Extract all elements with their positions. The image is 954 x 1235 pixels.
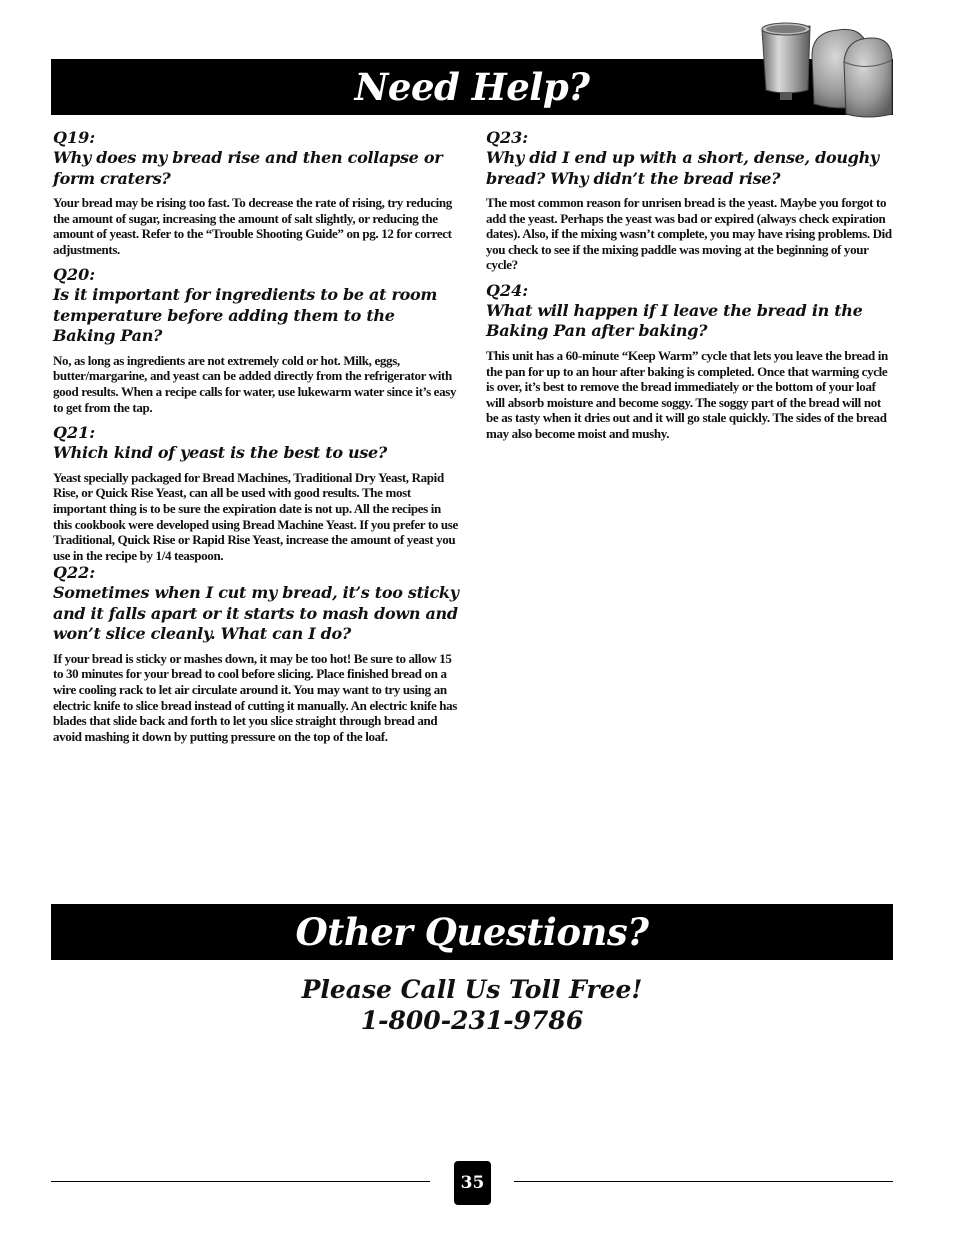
qa-item: [486, 128, 896, 273]
page-number: 35: [454, 1161, 491, 1205]
question-text: Why did I end up with a short, dense, doughy bread? Why didn’t the bread rise?: [486, 148, 879, 188]
question-text: What will happen if I leave the bread in the Baking Pan after baking?: [486, 300, 863, 341]
other-questions-banner: [51, 904, 893, 960]
question-text: Sometimes when I cut my bread, it’s too sticky and it falls apart or it starts to mash down and won’t slice cleanly. What can I do?: [53, 583, 459, 644]
toll-free-line: Please Call Us Toll Free!: [301, 975, 643, 1004]
answer-text: Yeast specially packaged for Bread Machines, Traditional Dry Yeast, Rapid Rise, or Quick Rise Yeast, can all be used with good results. The most important thing is to be sure the expiration date is not up. All the recipes in this cookbook were developed using Bread Machine Yeast. If you prefer to use Traditional, Quick Rise or Rapid Rise Yeast, increase the amount of yeast you use in the recipe by 1/4 teaspoon.: [53, 469, 458, 563]
question-number: Q23:: [486, 128, 529, 147]
footer-rule-right: [514, 1181, 893, 1182]
qa-item: [486, 281, 896, 442]
question-number: Q24:: [486, 280, 529, 300]
answer-text: If your bread is sticky or mashes down, it may be too hot! Be sure to allow 15 to 30 minutes for your bread to cool before slicing. Place finished bread on a wire cooling rack to let air circulate around it. You may want to try using an electric knife to slice bread instead of cutting it manually. An electric knife has blades that slide back and forth to let you slice straight through bread and avoid mashing it down by putting pressure on the top of the loaf.: [53, 650, 458, 744]
qa-item: [53, 128, 459, 257]
question-text: Is it important for ingredients to be at room temperature before adding them to the Baking Pan?: [53, 285, 437, 346]
qa-item: [53, 423, 459, 563]
footer-rule-left: [51, 1181, 430, 1182]
phone-number: 1-800-231-9786: [360, 1006, 584, 1035]
answer-text: The most common reason for unrisen bread is the yeast. Maybe you forgot to add the yeast. Perhaps the yeast was bad or expired (always check expiration dates). Also, if the mixing wasn’t complete, you may have rising problems. Did you check to see if the mixing paddle was moving at the beginning of your cycle?: [486, 195, 892, 273]
qa-item: [53, 265, 459, 415]
question-number: Q21:: [53, 423, 96, 443]
contact-info: [51, 974, 893, 1036]
question-text: Why does my bread rise and then collapse or form craters?: [53, 148, 443, 188]
answer-text: This unit has a 60-minute “Keep Warm” cycle that lets you leave the bread in the pan for up to an hour after baking is completed. Once that warming cycle is over, it’s best to remove the bread immediately or the bottom of your loaf will absorb moisture and become soggy. The soggy part of the bread will not be as tasty when it dries out and it will go stale quickly. The sides of the bread may also become moist and mushy.: [486, 347, 888, 441]
question-number: Q20:: [53, 265, 96, 285]
answer-text: No, as long as ingredients are not extremely cold or hot. Milk, eggs, butter/margarine, and yeast can be added directly from the refrigerator with good results. When a recipe calls for water, use lukewarm water since it’s easy to get from the tap.: [53, 352, 457, 415]
question-number: Q19:: [53, 128, 96, 147]
other-questions-title: Other Questions?: [295, 910, 649, 954]
page-title: Need Help?: [354, 65, 590, 109]
left-column: [53, 128, 459, 752]
qa-item: [53, 563, 459, 744]
answer-text: Your bread may be rising too fast. To decrease the rate of rising, try reducing the amount of sugar, increasing the amount of salt slightly, or reducing the amount of yeast. Refer to the “Trouble Shooting Guide” on pg. 12 for correct adjustments.: [53, 195, 452, 257]
question-number: Q22:: [53, 563, 96, 583]
bread-pan-illustration: [752, 16, 900, 120]
right-column: [486, 128, 896, 450]
question-text: Which kind of yeast is the best to use?: [53, 443, 388, 463]
